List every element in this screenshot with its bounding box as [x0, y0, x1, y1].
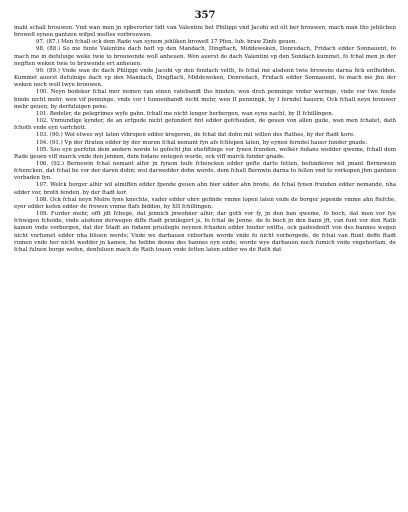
- paragraph: 97. (87.) Men fchall ock dem Rade van eynem jehliken browefl 17 Pfen. lub. braw Zinfs geuen.: [36, 39, 298, 46]
- paragraph: 109. Furder mehr, offt jdt fchege, dat jennich jnwohner alhir, dar goth vor fy, jn den ban qweme, fo boch, dat men vor fye fchwigen fcholde, vnde alsdenn derwegen diffe ftadt prinilegert js, fo fchal de Jenne, de fo boch jn den bann jft, van funt vor den Rath kamen vnde vorborgen, dat der Stadt an fodann priuilegio neynen fchaden edder hinder entfta, ock gadesdenft von des bannes wegen nicht vorfumet edder nha bliuen werde; Vnde we darbauen vnhorfam worde vnde fo nicht vorborgede, de fchal van ftunt deffe ftadt rumen vnde her nicht wedder jn kamen, he hebbe denne des bannes eyn ende; worde wye darbauen noch fumich vnde vngehorfam, de fchal fulnen borge wefen, denfuluen mach de Rath touen vnde fetten laten edder wo de Rath dat: [14, 211, 396, 253]
- paragraph: 99. (89.) Vnde wan de dach Philippi vnde Jacobi vp den fondach velth, fo fchal me alsdenn twie browens darna fick entholden. Kummet auerst defulnige dach vp den Mandach, Dingftach, Middeweken, Donredach, Fridach edder Sonnauent, fo mach me jhn der weken noch woll twye brouwen.: [14, 67, 396, 89]
- paragraph: 107. Welck borger alhir wil almiffen edder fpende geuen ahn bier edder ahn brode, de fchal fynen frunden edder nemande, nha edder vor, broth fenden, by der ftadt kor.: [14, 182, 396, 196]
- paragraph: 101. Bedeler, de pelegrimes wyfe gahn, fchall me nicht lenger herbergen, wan eyne nacht, by II fchillingen.: [36, 110, 334, 117]
- body-text: [14, 25, 396, 254]
- paragraph: 98. (88.) So me funte Valentins dach heft vp den Mandach, Dingftach, Middeweken, Donredach, Fridach edder Sonnauent, fo mach me in defuluige weke twie to brouwende woll anheuen. Wen auerst de dach Valentini vp den Sondach kummet, fo fchal men jn der negften weken twie to bruwende ert anheuen.: [14, 46, 396, 67]
- paragraph: 106. (92.) Bernewin fchal nemant alhir jn fynem hufe fchencken edder gefte darto fetten, befunderen wil jmant Bernewein fchencken, dat fchal he vor der daren dohn; wol darwedder dohn worde, dem fchall Bernwin darna to fellen vnd to vorkopen jhm gantzen vorbaden fyn.: [14, 160, 396, 182]
- paragraph: 103. (90.) Wol etwes wyl laten vthropen edder kregeren, de fchal dat dohn mit willen des Rathes, by der ftadt kore.: [36, 132, 355, 139]
- paragraph: 102. Vnmundige kynder, de an erfgude nicht gefundert fint edder gefcheiden, de geuen von allen gude, wan men fchatet, dath fchoth vnde eyn varfchott.: [14, 118, 396, 132]
- paragraph: 104. (91.) Vp der ftraten edder by der muren fchal nemant fyn afs fchlepen laten, by eynen ferndel hauer funder gnade.: [36, 139, 368, 146]
- page-number: 357: [194, 10, 216, 21]
- paragraph: 105. Szo eyn perfohn dem andern worde to gefecht jhn ehefiftinge vor fynen frunden, welker fodans wedder qweme, fchall dem Rade geuen viff marck vnde den jennen, dem fodans entegen worde, ock viff marck funder gnade.: [14, 146, 396, 160]
- paragraph: 108. Ock fchal neyn Molre fyne knechte, vader edder ohre gefinde vmme lopen laten vnde de borger jegende vmme ahn ftefche, eyer edder kefen edder de frowen vmme flafs bidden, by XII fchillingen.: [14, 196, 396, 210]
- paragraph: 100. Neyn bodeker fchal mer nemen van einen vatebandt tho binden, wen dreh penninge vnder weringe, vnde vor twe fende binde nicht mehr, wen vif penninge, vnde vor l tunnenbandt nicht mehr, wen II penningk, by I ferndel hauern; Ock fchall neyn brouwer mehr geuen, by derfuluigen pene.: [14, 89, 396, 110]
- paragraph: mahl schall brouwen. Vnd wan men jn vpberorter tidt van Valentini bet Philippi vnd Jacobi wil olt ber brouwen, mach man tho jehlichen browefl eynen gantzen wifpel moltes vorbrouwen.: [14, 25, 396, 39]
- document-page: [14, 10, 396, 254]
